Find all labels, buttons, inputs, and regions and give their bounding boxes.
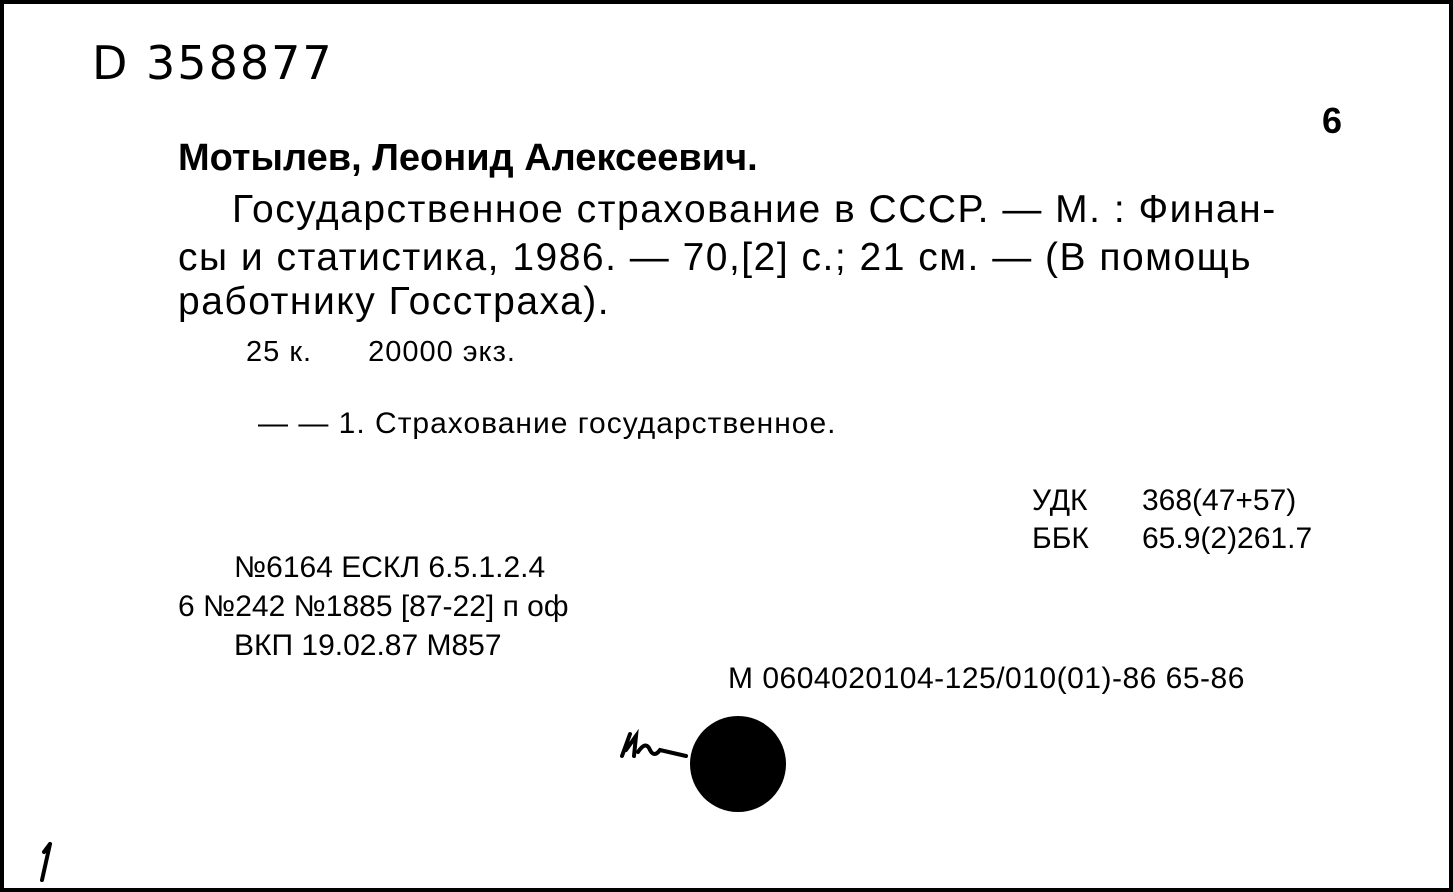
tech-line-2: 6 №242 №1885 [87-22] п оф [178, 590, 569, 623]
classification-block [1032, 482, 1312, 558]
udk-label: УДК [1032, 484, 1088, 517]
bbk-row [1032, 520, 1312, 558]
copies: 20000 экз. [368, 336, 516, 368]
title-line-1: Государственное страхование в СССР. — М. : Финан- [232, 188, 1277, 231]
bbk-label: ББК [1032, 522, 1089, 555]
technical-block [178, 548, 569, 665]
handwritten-scribble-icon [616, 726, 692, 770]
punched-hole-dot [690, 716, 786, 812]
udk-row [1032, 482, 1312, 520]
catalog-code: М 0604020104-125/010(01)-86 65-86 [728, 662, 1245, 695]
subject-heading: — — 1. Страхование государственное. [258, 407, 837, 440]
inventory-mark: D 358877 [92, 36, 334, 90]
author-heading: Мотылев, Леонид Алексеевич. [178, 137, 758, 179]
price: 25 к. [246, 336, 313, 368]
udk-value: 368(47+57) [1142, 484, 1297, 517]
corner-number: 6 [1322, 100, 1343, 141]
handwritten-tick-icon [36, 840, 60, 884]
price-line [246, 336, 516, 369]
bbk-value: 65.9(2)261.7 [1142, 522, 1313, 555]
title-line-2: сы и статистика, 1986. — 70,[2] с.; 21 см. — (В помощь [178, 236, 1253, 279]
tech-line-3: ВКП 19.02.87 М857 [234, 629, 502, 662]
tech-line-1: №6164 ЕСКЛ 6.5.1.2.4 [234, 551, 546, 584]
title-line-3: работнику Госстраха). [178, 280, 611, 323]
